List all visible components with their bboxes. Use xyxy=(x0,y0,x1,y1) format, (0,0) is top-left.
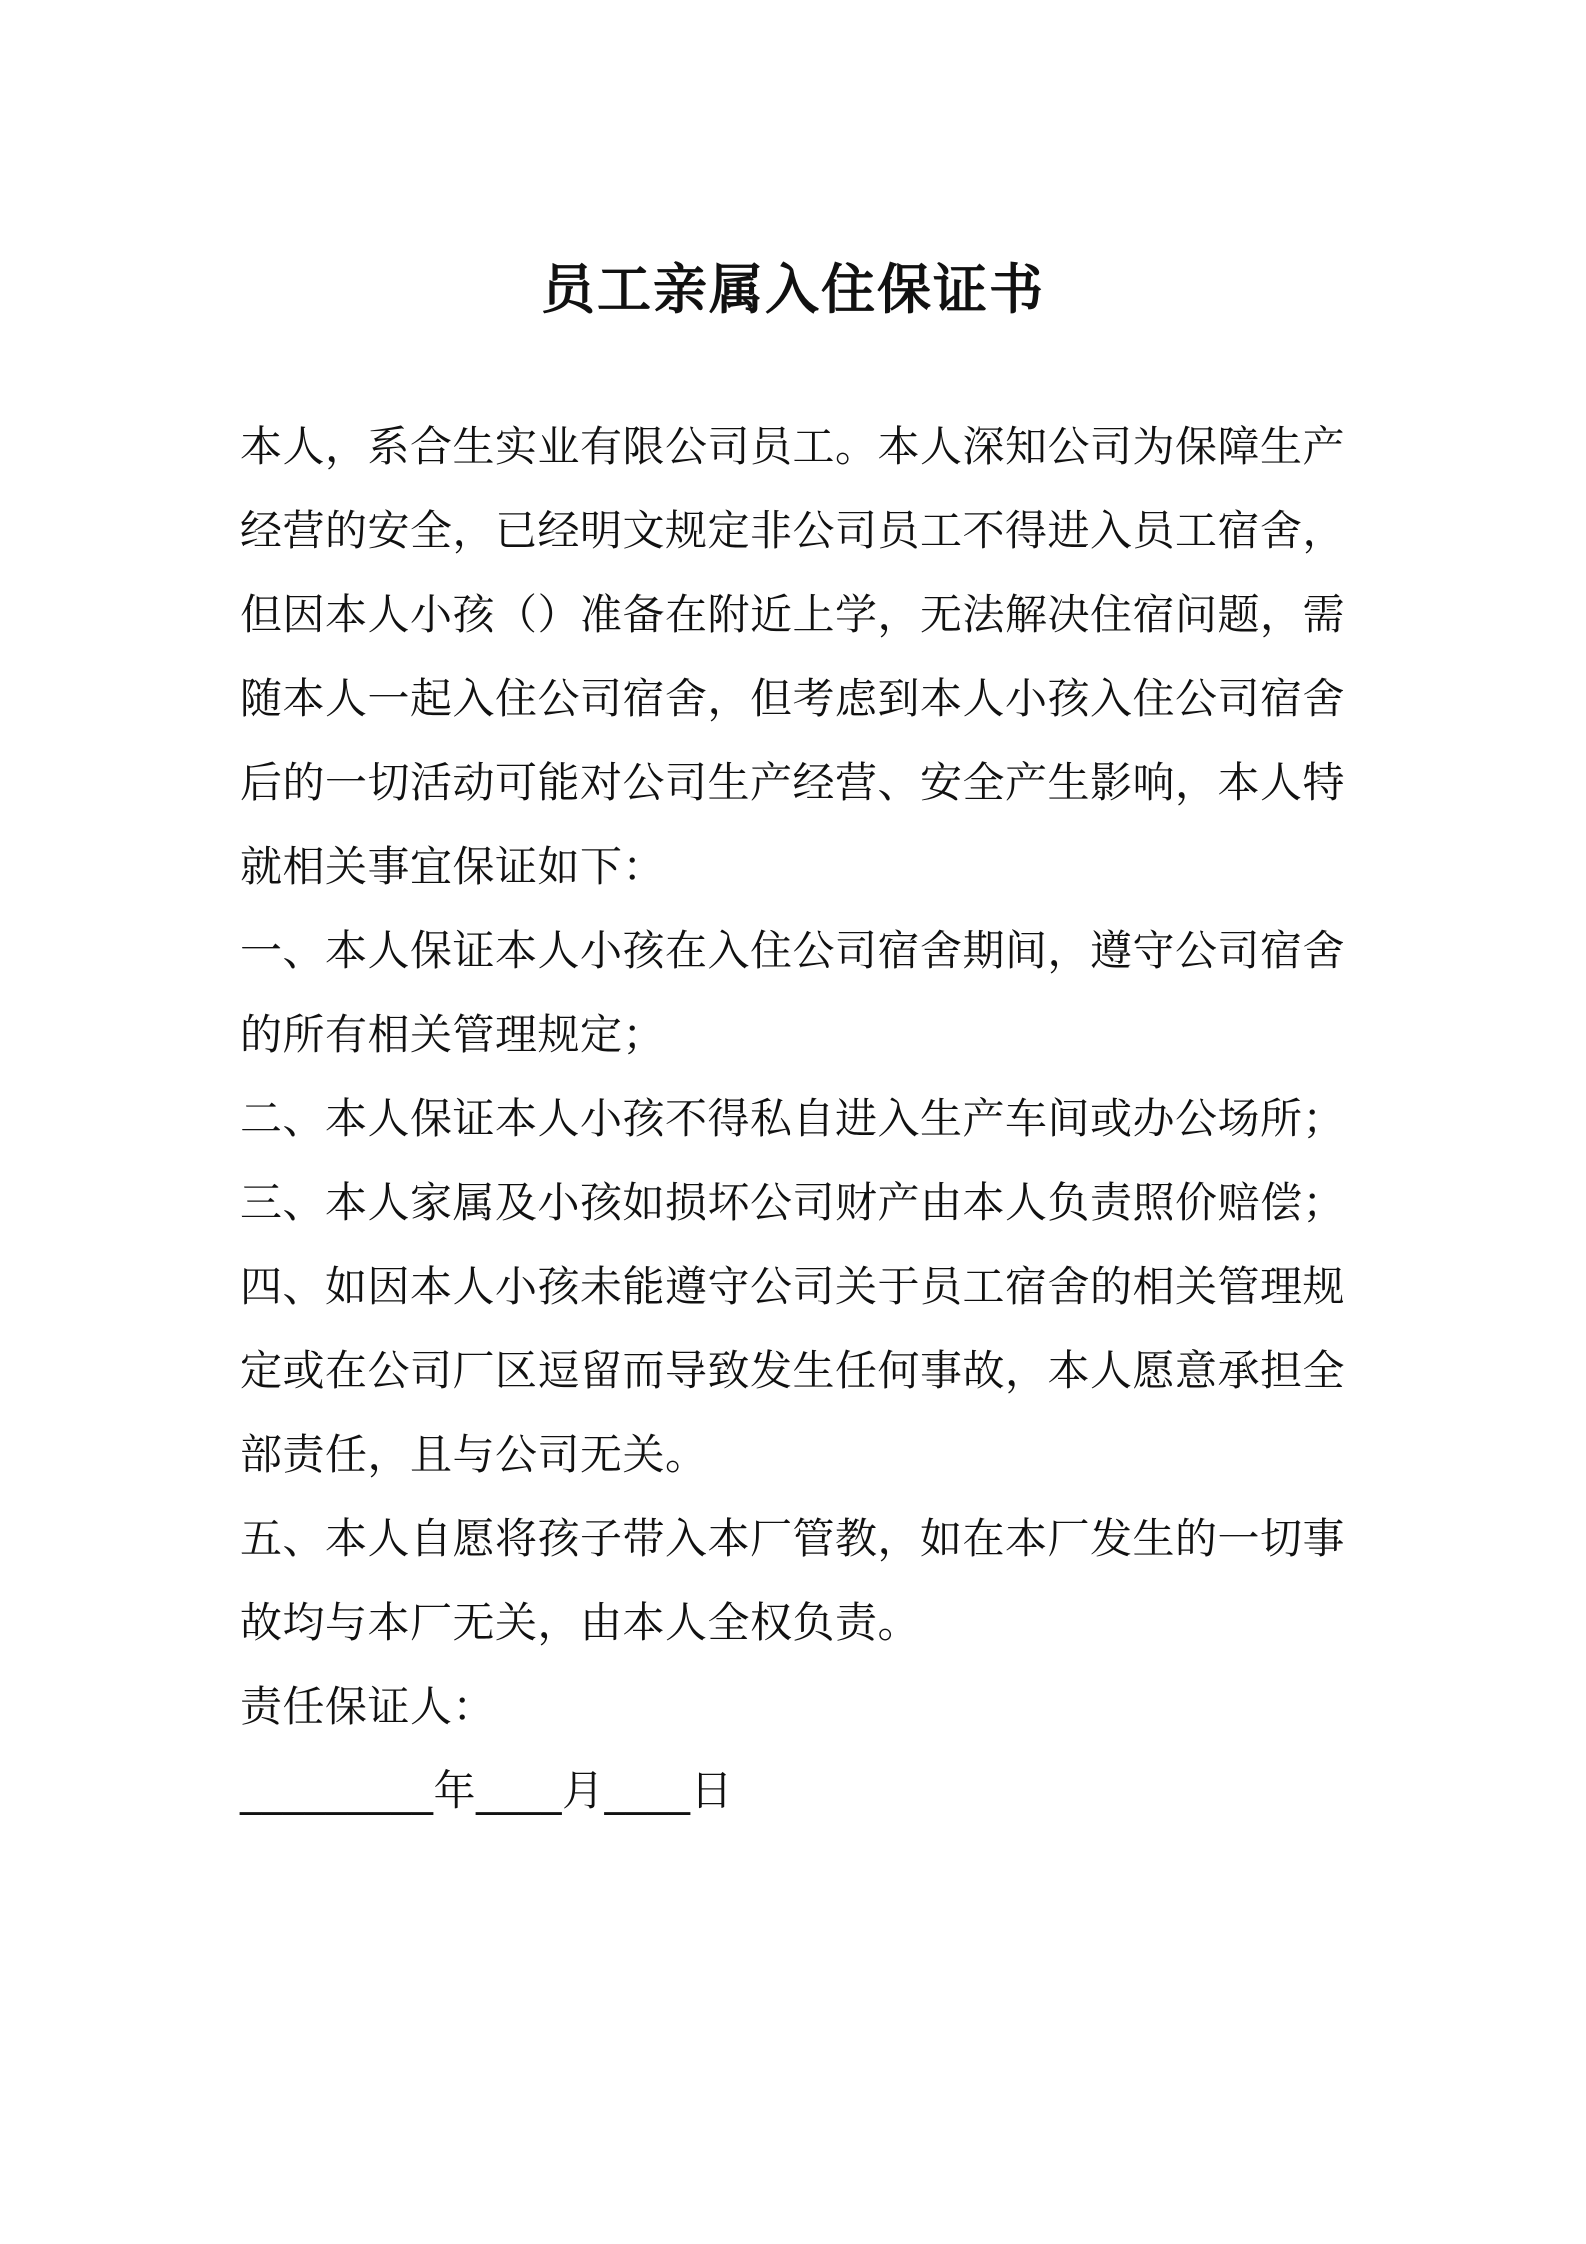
intro-line-3: 但因本人小孩（）准备在附近上学，无法解决住宿问题，需 xyxy=(240,590,1346,639)
clause-4-line-1: 四、如因本人小孩未能遵守公司关于员工宿舍的相关管理规 xyxy=(240,1262,1346,1311)
clause-5-line-2: 故均与本厂无关，由本人全权负责。 xyxy=(240,1598,921,1647)
clause-1-line-1: 一、本人保证本人小孩在入住公司宿舍期间，遵守公司宿舍 xyxy=(240,926,1346,975)
clause-5-line-1: 五、本人自愿将孩子带入本厂管教，如在本厂发生的一切事 xyxy=(240,1514,1346,1563)
clause-2-line: 二、本人保证本人小孩不得私自进入生产车间或办公场所； xyxy=(240,1094,1346,1143)
intro-line-2: 经营的安全，已经明文规定非公司员工不得进入员工宿舍， xyxy=(240,506,1346,555)
intro-line-5: 后的一切活动可能对公司生产经营、安全产生影响，本人特 xyxy=(240,758,1346,807)
clause-4-line-2: 定或在公司厂区逗留而导致发生任何事故，本人愿意承担全 xyxy=(240,1346,1346,1395)
document-title: 员工亲属入住保证书 xyxy=(541,258,1045,321)
clause-4-line-3: 部责任，且与公司无关。 xyxy=(240,1430,708,1479)
clause-1-line-2: 的所有相关管理规定； xyxy=(240,1010,666,1059)
intro-line-1: 本人，系合生实业有限公司员工。本人深知公司为保障生产 xyxy=(240,422,1346,471)
document-body xyxy=(240,405,1355,1833)
date-line: _________年____月____日 xyxy=(240,1766,734,1815)
clause-3-line: 三、本人家属及小孩如损坏公司财产由本人负责照价赔偿； xyxy=(240,1178,1346,1227)
guarantor-label: 责任保证人： xyxy=(240,1682,496,1731)
intro-line-6: 就相关事宜保证如下： xyxy=(240,842,666,891)
intro-line-4: 随本人一起入住公司宿舍，但考虑到本人小孩入住公司宿舍 xyxy=(240,674,1346,723)
